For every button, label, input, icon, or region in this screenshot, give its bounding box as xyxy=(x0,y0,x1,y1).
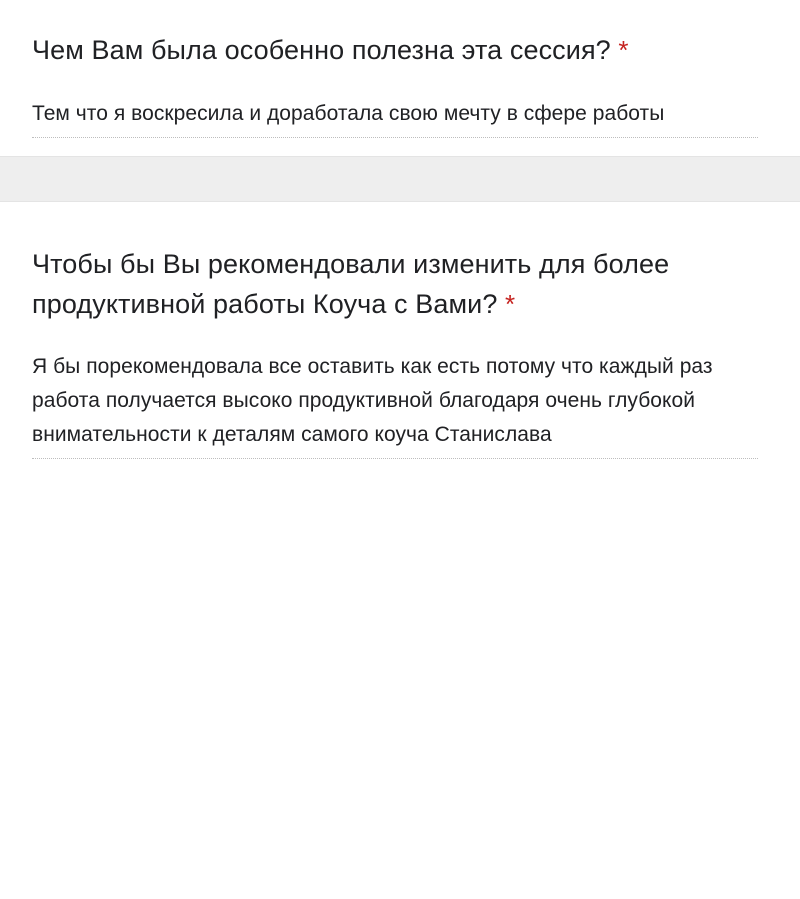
bottom-spacer xyxy=(32,459,768,485)
required-asterisk-2: * xyxy=(505,289,516,319)
answer-text-2: Я бы порекомендовала все оставить как есть потому что каждый раз работа получается высоко продуктивной благодаря очень глубокой внимательности к деталям самого коуча Станислава xyxy=(32,350,758,459)
answer-text-1: Тем что я воскресила и доработала свою мечту в сфере работы xyxy=(32,96,758,138)
question-title-2 xyxy=(32,244,732,324)
question-title-1 xyxy=(32,30,732,70)
section-divider xyxy=(0,156,800,202)
question-card-1 xyxy=(0,0,800,156)
question-card-2 xyxy=(0,202,800,899)
required-asterisk-1: * xyxy=(618,35,629,65)
question-text-1: Чем Вам была особенно полезна эта сессия? xyxy=(32,35,611,65)
question-text-2: Чтобы бы Вы рекомендовали изменить для более продуктивной работы Коуча с Вами? xyxy=(32,249,670,319)
